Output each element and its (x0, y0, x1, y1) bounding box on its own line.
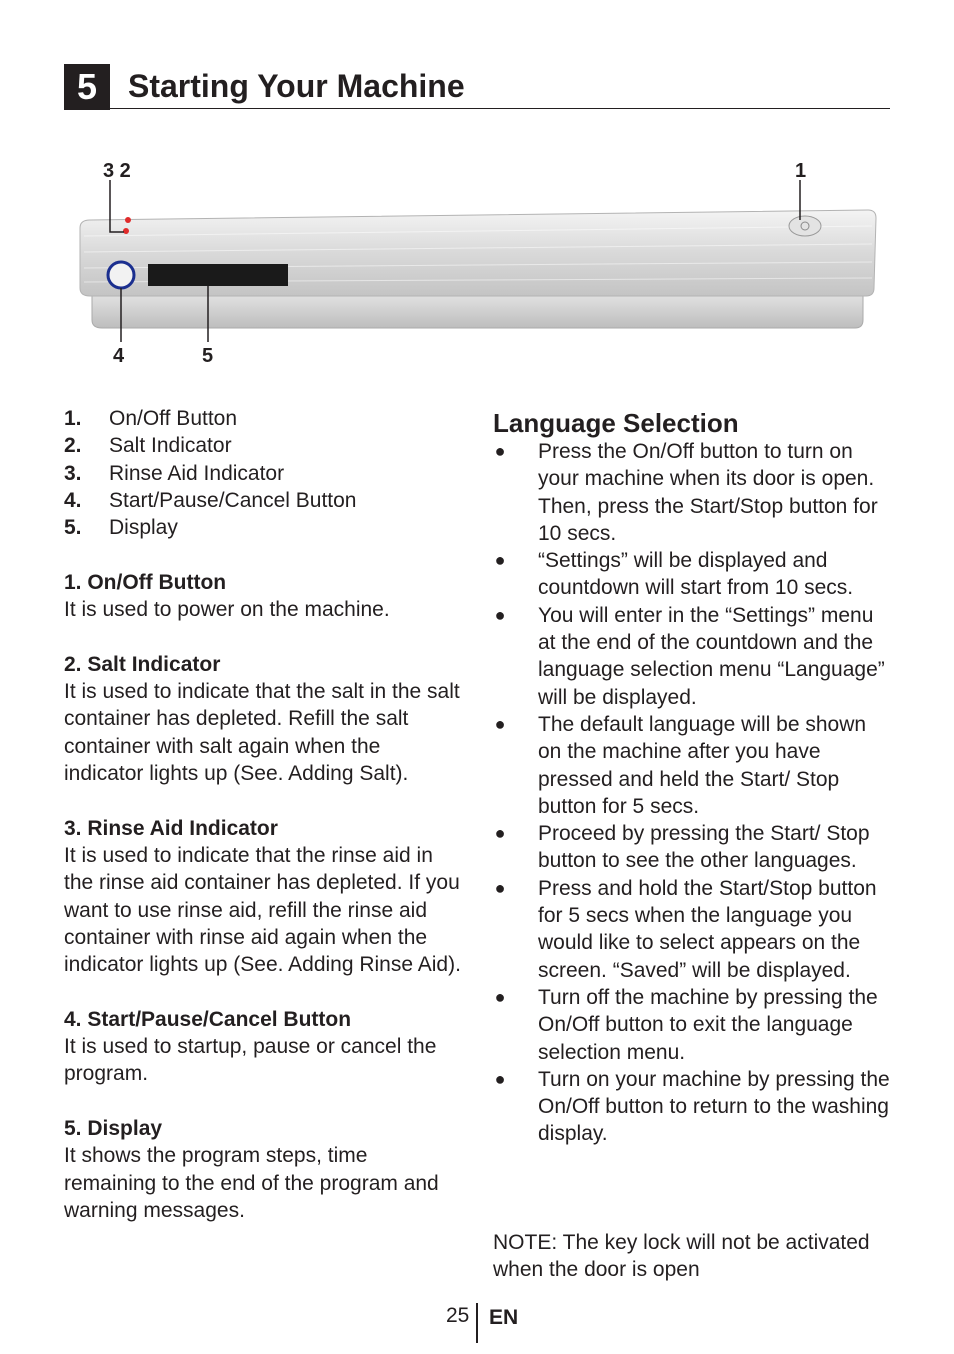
part-descriptions (64, 569, 464, 1251)
bullet-icon: ● (494, 1068, 506, 1089)
description-rinse-aid: 3. Rinse Aid Indicator It is used to indicate that the rinse aid in the rinse aid container has depleted. If you want to use rinse aid, refill the rinse aid container with rinse aid again when the indicator lights up (See. Adding Rinse Aid). (64, 816, 461, 977)
list-item: 1. On/Off Button (64, 407, 238, 430)
title-divider (110, 108, 890, 109)
callout-3-2: 3 2 (103, 160, 131, 182)
page-number: 25 (446, 1304, 470, 1327)
list-item: ● “Settings” will be displayed and countdown will start from 10 secs. (494, 549, 854, 600)
bullet-icon: ● (494, 604, 506, 625)
start-pause-cancel-button-icon (108, 262, 134, 288)
section-number: 5 (64, 64, 110, 110)
note-text: NOTE: The key lock will not be activated when the door is open (493, 1231, 870, 1282)
list-item: 3. Rinse Aid Indicator (64, 461, 285, 485)
bullet-icon: ● (494, 877, 506, 898)
bullet-icon: ● (494, 823, 506, 844)
list-item: 5. Display (64, 516, 178, 540)
salt-indicator-light (125, 217, 131, 223)
bullet-icon: ● (494, 713, 506, 734)
list-item: 2. Salt Indicator (64, 434, 232, 458)
bullet-icon: ● (494, 986, 506, 1007)
callout-5: 5 (202, 345, 214, 367)
on-off-button-icon (789, 216, 821, 236)
bullet-icon: ● (494, 441, 506, 461)
list-item: ● Press the On/Off button to turn on your machine when its door is open. Then, press the Start/Stop button for 10 secs. (494, 440, 878, 545)
description-display: 5. Display It shows the program steps, time remaining to the end of the program and warning messages. (64, 1116, 439, 1222)
list-item: 4. Start/Pause/Cancel Button (64, 488, 357, 512)
description-start-pause: 4. Start/Pause/Cancel Button It is used to startup, pause or cancel the program. (64, 1007, 437, 1086)
rinse-aid-indicator-light (123, 228, 129, 234)
list-item: ● Turn on your machine by pressing the On/Off button to return to the washing display. (494, 1067, 890, 1146)
callout-4: 4 (113, 345, 125, 367)
list-item: ● You will enter in the “Settings” menu at the end of the countdown and the language selection menu “Language” will be displayed. (494, 603, 885, 709)
description-salt: 2. Salt Indicator It is used to indicate that the salt in the salt container has depleted. Refill the salt container with salt again when the indicator lights up (See. Adding Salt). (64, 652, 460, 786)
list-item: ● Proceed by pressing the Start/ Stop button to see the other languages. (494, 822, 870, 873)
parts-list (64, 405, 464, 541)
list-item: ● The default language will be shown on the machine after you have pressed and held the Start/ Stop button for 5 secs. (494, 712, 867, 818)
language-selection-heading: Language Selection (493, 408, 739, 438)
description-on-off: 1. On/Off Button It is used to power on the machine. (64, 571, 390, 622)
display-screen (148, 264, 288, 286)
callout-1: 1 (795, 160, 807, 182)
list-item: ● Turn off the machine by pressing the On/Off button to exit the language selection menu. (494, 985, 878, 1064)
language-steps (493, 438, 893, 1148)
bullet-icon: ● (494, 550, 506, 571)
footer-divider (476, 1303, 478, 1343)
list-item: ● Press and hold the Start/Stop button for 5 secs when the language you would like to select appears on the screen. “Saved” will be displayed. (494, 876, 877, 982)
control-panel-diagram (60, 150, 890, 370)
language-code: EN (489, 1306, 519, 1329)
page-title: Starting Your Machine (128, 68, 465, 104)
